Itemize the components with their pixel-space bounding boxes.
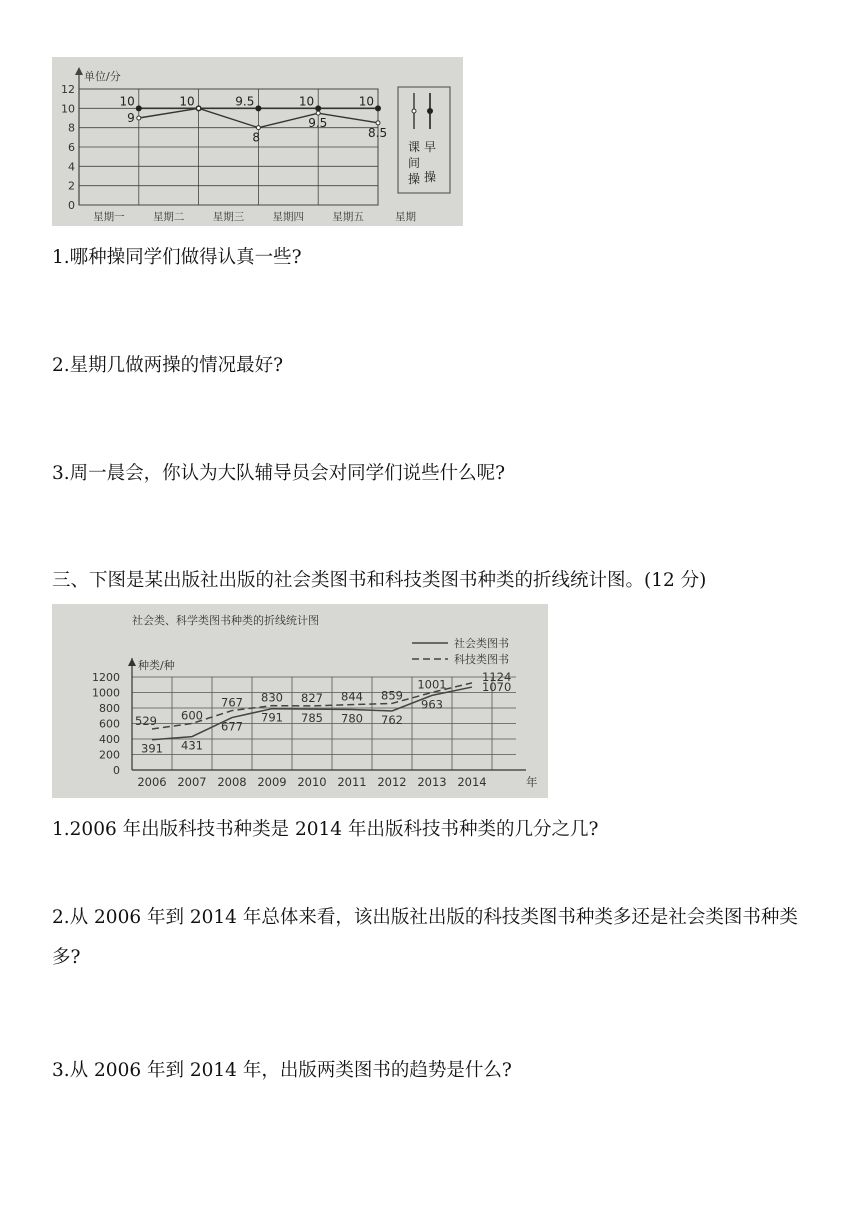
x-tick-label: 星期一	[93, 211, 125, 223]
data-label-tech: 767	[221, 695, 243, 710]
y-tick-label: 0	[113, 764, 120, 777]
data-label-social: 1070	[482, 680, 512, 695]
legend-label-ke: 间	[407, 156, 421, 170]
x-tick-label: 2007	[177, 775, 207, 789]
x-tick-label: 星期四	[272, 211, 305, 223]
y-tick-label: 2	[68, 179, 75, 193]
data-label-social: 791	[261, 710, 283, 725]
question-2-1: 1.哪种操同学们做得认真一些?	[52, 247, 302, 268]
legend-label-zao: 早	[423, 140, 437, 154]
data-label-zao: 9.5	[235, 94, 255, 109]
data-label-zao: 10	[119, 94, 135, 109]
legend-label-ke: 操	[407, 172, 421, 186]
data-label-tech: 1001	[417, 677, 447, 692]
books-chart	[52, 604, 548, 798]
legend-marker-ke	[412, 109, 416, 113]
data-label-social: 431	[181, 738, 203, 753]
data-label-social: 963	[421, 697, 443, 712]
point-zao	[255, 105, 261, 111]
data-label-zao: 10	[358, 94, 374, 109]
data-label-zao: 10	[179, 94, 195, 109]
data-label-ke: 9.5	[308, 116, 328, 131]
x-tick-label: 2010	[297, 775, 327, 789]
x-tick-label: 2013	[417, 775, 447, 789]
data-label-social: 785	[301, 711, 323, 726]
x-tick-label: 2009	[257, 775, 287, 789]
x-tick-label: 2008	[217, 775, 247, 789]
point-ke	[197, 106, 201, 110]
data-label-tech: 830	[261, 690, 283, 705]
data-label-social: 391	[141, 741, 163, 756]
y-axis-label: 种类/种	[138, 659, 175, 672]
exercise-chart	[52, 57, 463, 226]
data-label-tech: 844	[341, 689, 363, 704]
data-label-tech: 827	[301, 690, 323, 705]
point-ke	[256, 126, 260, 130]
question-2-3: 3.周一晨会，你认为大队辅导员会对同学们说些什么呢?	[52, 463, 506, 484]
y-tick-label: 1000	[92, 686, 120, 700]
data-label-social: 762	[381, 712, 403, 727]
data-label-tech: 600	[181, 708, 203, 723]
point-ke	[316, 111, 320, 115]
y-tick-label: 10	[61, 102, 75, 116]
data-label-zao: 10	[298, 94, 315, 109]
y-tick-label: 1200	[92, 671, 120, 684]
data-label-ke: 8.5	[368, 125, 388, 140]
x-tick-label: 星期三	[212, 211, 245, 223]
question-3-1: 1.2006 年出版科技书种类是 2014 年出版科技书种类的几分之几?	[52, 819, 599, 840]
question-3-2: 2.从 2006 年到 2014 年总体来看，该出版社出版的科技类图书种类多还是社会类图书种类多?	[52, 907, 798, 968]
point-ke	[376, 121, 380, 125]
x-tick-label: 2006	[137, 775, 167, 789]
y-axis-label: 单位/分	[84, 70, 121, 83]
y-tick-label: 4	[68, 160, 75, 174]
point-zao	[136, 105, 142, 111]
section-3-heading: 三、下图是某出版社出版的社会类图书和科技类图书种类的折线统计图。(12 分)	[52, 570, 707, 591]
legend-label-social: 社会类图书	[454, 637, 509, 650]
y-axis-arrow	[128, 658, 136, 666]
x-axis-label: 星期	[395, 211, 416, 223]
data-label-tech: 1124	[482, 669, 512, 684]
data-label-tech: 859	[381, 688, 403, 703]
x-axis-label: 年	[526, 775, 538, 789]
legend-label-zao: 操	[423, 170, 437, 184]
books-chart-svg	[52, 604, 548, 798]
x-tick-label: 2014	[457, 775, 487, 789]
data-label-social: 677	[221, 719, 243, 734]
y-axis-arrow	[75, 67, 83, 75]
legend-label-tech: 科技类图书	[454, 653, 509, 666]
question-2-2: 2.星期几做两操的情况最好?	[52, 355, 284, 376]
y-tick-label: 8	[68, 121, 75, 135]
legend-marker-zao	[427, 108, 433, 114]
point-zao	[375, 105, 381, 111]
question-3-3: 3.从 2006 年到 2014 年，出版两类图书的趋势是什么?	[52, 1060, 512, 1081]
data-label-ke: 9	[127, 111, 135, 125]
chart-title: 社会类、科学类图书种类的折线统计图	[132, 614, 319, 627]
y-tick-label: 12	[61, 83, 75, 96]
y-tick-label: 200	[99, 748, 120, 762]
x-tick-label: 星期二	[152, 211, 185, 223]
data-label-tech: 529	[135, 714, 157, 729]
y-tick-label: 6	[68, 141, 75, 154]
data-label-ke: 8	[252, 130, 261, 145]
point-ke	[137, 116, 141, 120]
y-tick-label: 400	[99, 733, 120, 746]
data-label-social: 780	[341, 711, 363, 726]
legend-label-ke: 课	[407, 140, 421, 154]
x-tick-label: 2012	[377, 775, 407, 789]
y-tick-label: 800	[99, 702, 120, 715]
y-tick-label: 0	[68, 199, 75, 212]
point-zao	[315, 105, 321, 111]
x-tick-label: 星期五	[332, 211, 364, 223]
exercise-chart-svg	[52, 57, 463, 226]
x-tick-label: 2011	[337, 775, 367, 789]
y-tick-label: 600	[99, 717, 120, 731]
